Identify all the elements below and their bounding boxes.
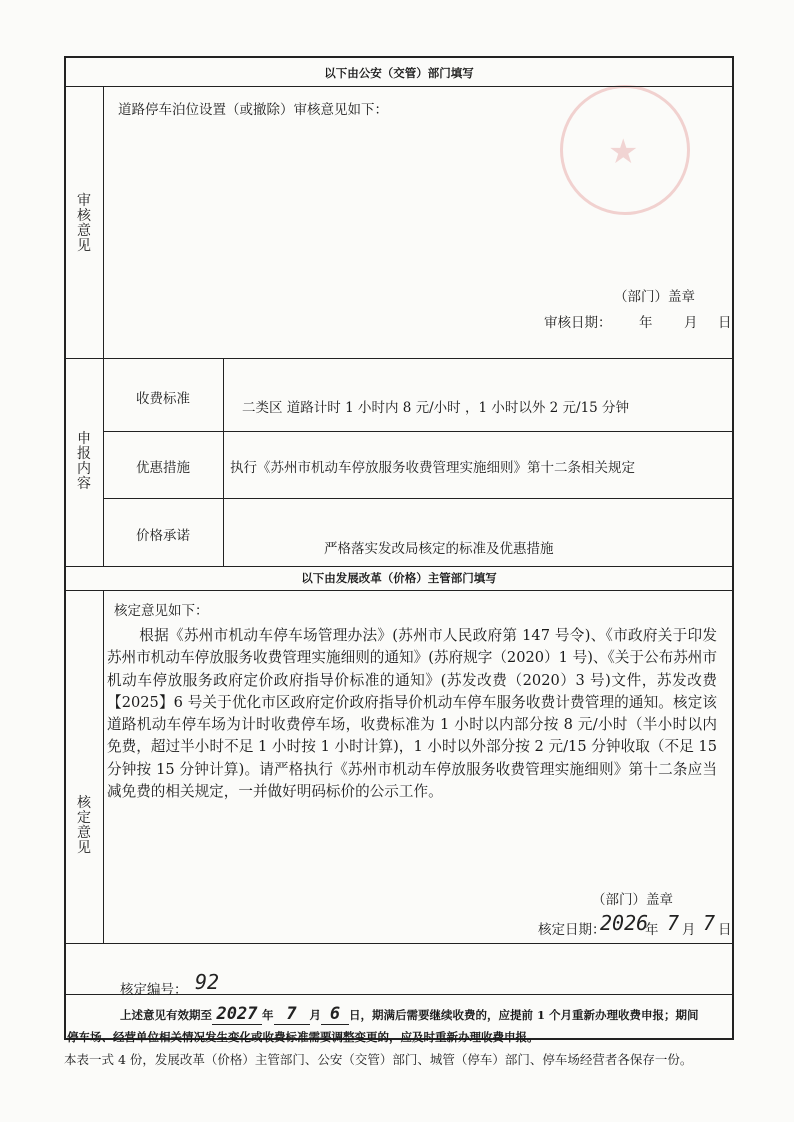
divider — [103, 590, 104, 943]
reform-date-year: 年 — [645, 922, 659, 938]
price-promise-value: 严格落实发改局核定的标准及优惠措施 — [324, 541, 554, 557]
divider — [66, 566, 732, 567]
discount-value: 执行《苏州市机动车停放服务收费管理实施细则》第十二条相关规定 — [230, 460, 635, 476]
reform-date-day-hand: 7 — [703, 911, 716, 935]
fee-standard-label: 收费标准 — [136, 391, 190, 407]
reform-side-label: 核定意见 — [77, 795, 91, 856]
reform-body: 根据《苏州市机动车停车场管理办法》(苏州市人民政府第 147 号令)、《市政府关于印发苏州市机动车停放服务收费管理实施细则的通知》(苏府规字（2020）1 号)、《关于公布苏州市机动车停放服务政府定价政府指导价标准的通知》(苏发改费（2020）3 号)文件，苏发改费【2025】6 号关于优化市区政府定价政府指导价机动车停车服务收费计费管理的通知。核定该道路机动车停车场为计时收费停车场，收费标准为 1 小时以内部分按 8 元/小时（半小时以内免费，超过半小时不足 1 小时按 1 小时计算)，1 小时以外部分按 2 元/15 分钟收取（不足 15 分钟按 15 分钟计算)。请严格执行《苏州市机动车停放服务收费管理实施细则》第十二条应当减免费的相关规定，一并做好明码标价的公示工作。 — [107, 627, 717, 801]
divider — [103, 498, 732, 499]
reform-intro: 核定意见如下： — [114, 603, 209, 619]
seal-star-icon: ★ — [608, 132, 639, 172]
divider — [103, 431, 732, 432]
audit-date-month: 月 — [684, 315, 698, 331]
footer-note: 本表一式 4 份，发展改革（价格）主管部门、公安（交管）部门、城管（停车）部门、停车场经营者各保存一份。 — [64, 1052, 693, 1067]
divider — [66, 943, 732, 944]
divider — [66, 86, 732, 87]
audit-date-year: 年 — [639, 315, 653, 331]
reform-date-label: 核定日期： — [538, 922, 606, 938]
audit-intro: 道路停车泊位设置（或撤除）审核意见如下： — [118, 102, 388, 118]
reform-seal-label: （部门）盖章 — [592, 892, 673, 908]
validity-line: 上述意见有效期至 2027 年 7 月 6 日，期满后需要继续收费的，应提前 1 个月重新办理收费申报；期间 — [120, 1004, 699, 1024]
validity-line-2: 停车场、经营单位相关情况发生变化或收费标准需要调整变更的，应及时重新办理收费申报。 — [67, 1030, 539, 1044]
divider — [66, 590, 732, 591]
police-section-header: 以下由公安（交管）部门填写 — [324, 66, 474, 80]
price-promise-label: 价格承诺 — [136, 528, 190, 544]
divider — [66, 358, 732, 359]
declaration-side-label: 申报内容 — [77, 431, 91, 492]
audit-date-day: 日 — [718, 315, 732, 331]
discount-label: 优惠措施 — [136, 460, 190, 476]
fee-standard-value: 二类区 道路计时 1 小时内 8 元/小时 ，1 小时以外 2 元/15 分钟 — [242, 400, 630, 416]
audit-side-label: 审核意见 — [77, 193, 91, 254]
police-seal-label: （部门）盖章 — [614, 289, 695, 305]
approval-number-label: 核定编号： — [120, 982, 188, 998]
divider — [223, 358, 224, 566]
reform-date-day: 日 — [718, 922, 732, 938]
reform-date-month: 月 — [682, 922, 696, 938]
divider — [103, 86, 104, 566]
approval-number-hand: 92 — [195, 970, 220, 994]
reform-section-header: 以下由发展改革（价格）主管部门填写 — [301, 571, 497, 585]
reform-date-year-hand: 2026 — [600, 911, 649, 935]
audit-date-label: 审核日期： — [544, 315, 612, 331]
reform-date-month-hand: 7 — [667, 911, 680, 935]
